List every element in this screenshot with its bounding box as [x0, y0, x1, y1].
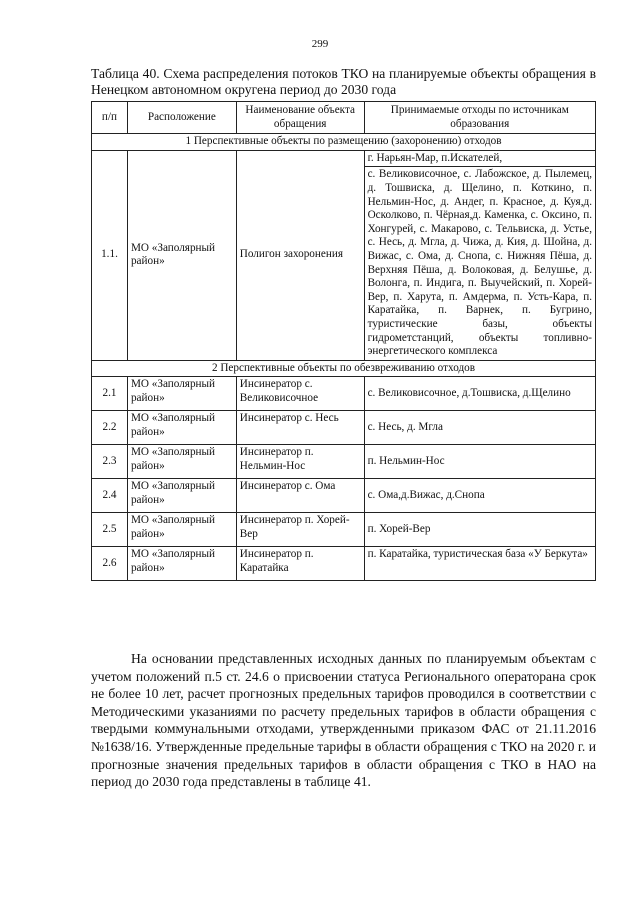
row-num: 2.4 — [92, 479, 128, 513]
table-row — [92, 150, 596, 167]
row-num: 2.3 — [92, 445, 128, 479]
row-sources: с. Несь, д. Мгла — [364, 411, 595, 445]
row-num: 2.6 — [92, 547, 128, 581]
row-sources: п. Хорей-Вер — [364, 513, 595, 547]
section-row — [92, 360, 596, 377]
row-object: Инсинератор п. Хорей-Вер — [236, 513, 364, 547]
row-num: 1.1. — [92, 150, 128, 360]
table-header-row — [92, 102, 596, 134]
row-sources: с. Ома,д.Вижас, д.Снопа — [364, 479, 595, 513]
body-paragraph: На основании представленных исходных данных по планируемым объектам с учетом положений п.5 ст. 24.6 о присвоении статуса Регионального операторана срок не более 10 лет, расчет прогнозных предельных тарифов проводился в соответствии с Методическими указаниями по расчету предельных тарифов в области обращения с твердыми коммунальными отходами, утвержденными приказом ФАС от 21.11.2016 №1638/16. Утвержденные предельные тарифы в области обращения с ТКО на 2020 г. и прогнозные значения предельных тарифов в области обращения с ТКО в НАО на период до 2030 года представлены в таблице 41. — [91, 651, 596, 790]
row-object: Инсинератор с. Великовисочное — [236, 377, 364, 411]
header-location: Расположение — [127, 102, 236, 134]
row-sources-settlements: с. Великовисочное, с. Лабожское, д. Пылемец, д. Тошвиска, д. Щелино, п. Коткино, п. Нельмин-Нос, д. Андег, п. Красное, д. Куя,д. Осколково, п. Чёрная,д. Каменка, с. Оксино, п. Хонгурей, с. Макарово, с. Тельвиска, д. Устье, с. Несь, д. Мгла, д. Чижа, д. Кия, д. Шойна, д. Вижас, с. Ома, д. Снопа, с. Нижняя Пёша, д. Верхняя Пёша, д. Волоковая, д. Белушье, д. Волонга, п. Индига, п. Выучейский, п. Хорей-Вер, п. Харута, п. Амдерма, п. Усть-Кара, п. Каратайка, п. Варнек, п. Бугрино, туристические базы, объекты гидрометстанций, объекты топливно-энергетического комплекса — [364, 167, 595, 360]
row-sources-city: г. Нарьян-Мар, п.Искателей, — [364, 150, 595, 167]
row-location: МО «Заполярный район» — [127, 377, 236, 411]
row-location: МО «Заполярный район» — [127, 411, 236, 445]
row-object: Инсинератор с. Несь — [236, 411, 364, 445]
section-2-title: 2 Перспективные объекты по обезвреживанию отходов — [92, 360, 596, 377]
row-num: 2.2 — [92, 411, 128, 445]
row-sources: п. Каратайка, туристическая база «У Беркута» — [364, 547, 595, 581]
table-row — [92, 547, 596, 581]
header-object: Наименование объекта обращения — [236, 102, 364, 134]
row-sources: с. Великовисочное, д.Тошвиска, д.Щелино — [364, 377, 595, 411]
waste-flow-table — [91, 101, 596, 581]
section-row — [92, 134, 596, 151]
header-num: п/п — [92, 102, 128, 134]
table-row — [92, 479, 596, 513]
row-object: Инсинератор п. Каратайка — [236, 547, 364, 581]
table-row — [92, 445, 596, 479]
table-row — [92, 377, 596, 411]
header-sources: Принимаемые отходы по источникам образования — [364, 102, 595, 134]
row-num: 2.5 — [92, 513, 128, 547]
row-num: 2.1 — [92, 377, 128, 411]
row-object: Инсинератор п. Нельмин-Нос — [236, 445, 364, 479]
row-location: МО «Заполярный район» — [127, 445, 236, 479]
row-location: МО «Заполярный район» — [127, 479, 236, 513]
row-location: МО «Заполярный район» — [127, 513, 236, 547]
row-object: Полигон захоронения — [236, 150, 364, 360]
page-number: 299 — [311, 38, 329, 50]
table-row — [92, 513, 596, 547]
row-location: МО «Заполярный район» — [127, 150, 236, 360]
row-location: МО «Заполярный район» — [127, 547, 236, 581]
section-1-title: 1 Перспективные объекты по размещению (захоронению) отходов — [92, 134, 596, 151]
table-row — [92, 411, 596, 445]
row-object: Инсинератор с. Ома — [236, 479, 364, 513]
table-caption: Таблица 40. Схема распределения потоков ТКО на планируемые объекты обращения в Ненецком автономном округена период до 2030 года — [91, 66, 596, 97]
row-sources: п. Нельмин-Нос — [364, 445, 595, 479]
